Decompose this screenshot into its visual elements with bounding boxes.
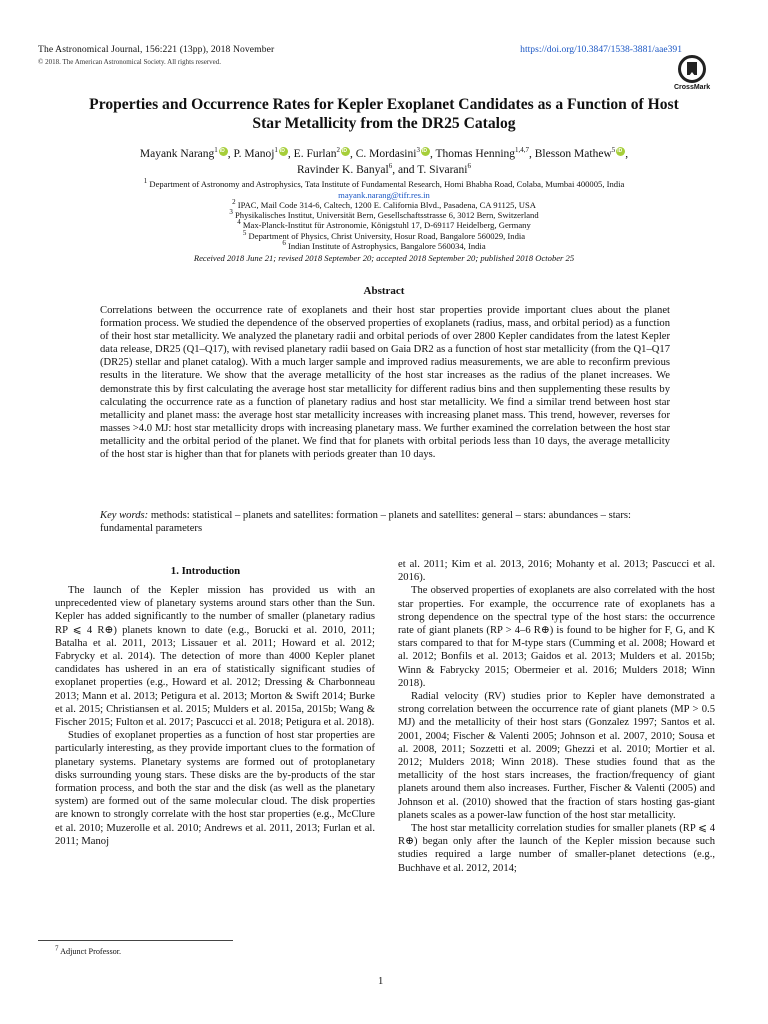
- paragraph: The host star metallicity correlation studies for smaller planets (RP ⩽ 4 R⊕) began only after the launch of the Kepler mission because such studies required a large number of smaller-planet detections (e.g., Buchhave et al. 2012, 2014;: [398, 823, 715, 874]
- affiliation-3: $^3$ Physikalisches Institut, Universität Bern, Gesellschaftsstrasse 6, 3012 Bern, Switzerland: [229, 208, 539, 220]
- footnote-divider: [38, 940, 233, 941]
- doi-link[interactable]: https://doi.org/10.3847/1538-3881/aae391: [520, 44, 682, 55]
- author-name[interactable]: and T. Sivarani: [397, 164, 468, 176]
- author-name[interactable]: C. Mordasini: [355, 148, 417, 160]
- author-name[interactable]: Mayank Narang: [139, 148, 215, 160]
- left-column: [55, 584, 375, 848]
- author-list: [38, 146, 730, 178]
- orcid-icon[interactable]: [341, 147, 350, 156]
- keywords: [100, 509, 670, 535]
- affiliation-5: $^5$ Department of Physics, Christ University, Hosur Road, Bangalore 560029, India: [242, 229, 526, 241]
- email-link[interactable]: mayank.narang@tifr.res.in: [338, 190, 430, 200]
- author-name[interactable]: Ravinder K. Banyal: [297, 164, 389, 176]
- affiliation-4: $^4$ Max-Planck-Institut für Astronomie, Königstuhl 17, D-69117 Heidelberg, Germany: [237, 218, 531, 230]
- section-heading: 1. Introduction: [170, 565, 241, 577]
- author-line-2: Ravinder K. Banyal$^6$, and T. Sivarani$^6$: [297, 162, 471, 176]
- footnote: $^7$ Adjunct Professor.: [55, 944, 122, 956]
- orcid-icon[interactable]: [279, 147, 288, 156]
- paragraph: Studies of exoplanet properties as a function of host star properties are particularly interesting, as they provide important clues to the formation of planetary systems. Planetary systems are formed out of protoplanetary disks surrounding young stars. These disks are the by-products of the star formation process, and both the star and the disk (as well as the planetary system) are formed out of the same molecular cloud. The disk properties are known to strongly correlate with the host star properties (e.g., McClure et al. 2010; Muzerolle et al. 2010; Andrews et al. 2011, 2013; Furlan et al. 2011; Manoj: [55, 730, 375, 847]
- affiliation-1: $^1$ Department of Astronomy and Astrophysics, Tata Institute of Fundamental Research, Homi Bhabha Road, Colaba, Mumbai 400005, India: [143, 177, 625, 189]
- paper-title: [38, 95, 730, 133]
- affiliation-6: $^6$ Indian Institute of Astrophysics, Bangalore 560034, India: [282, 239, 486, 251]
- bookmark-icon: [687, 62, 697, 75]
- affiliation-2: $^2$ IPAC, Mail Code 314-6, Caltech, 1200 E. California Blvd., Pasadena, CA 91125, USA: [232, 198, 536, 210]
- paragraph: The launch of the Kepler mission has provided us with an unprecedented view of planetary systems around stars other than the Sun. Kepler has added significantly to the number of smaller (planetary radius RP ⩽ 4 R⊕) planets known to date (e.g., Borucki et al. 2010, 2011; Batalha et al. 2011, 2013; Lissauer et al. 2011; Howard et al. 2012; Fabrycky et al. 2014). The detection of more than 4000 Kepler planet candidates has ushered in an era of statistically significant studies of exoplanet properties (e.g., Howard et al. 2012; Dressing & Charbonneau 2013; Mann et al. 2013; Petigura et al. 2013; Morton & Swift 2014; Burke et al. 2015; Christiansen et al. 2015; Mulders et al. 2015a, 2015b; Wang & Fischer 2015; Fulton et al. 2017; Pascucci et al. 2018; Petigura et al. 2018).: [55, 585, 375, 729]
- orcid-icon[interactable]: [219, 147, 228, 156]
- title-line-2: Star Metallicity from the DR25 Catalog: [252, 115, 516, 132]
- journal-citation: The Astronomical Journal, 156:221 (13pp), 2018 November: [38, 44, 275, 55]
- paragraph: et al. 2011; Kim et al. 2013, 2016; Mohanty et al. 2013; Pascucci et al. 2016).: [398, 559, 715, 584]
- author-name[interactable]: Thomas Henning: [435, 148, 516, 160]
- page-number: 1: [378, 976, 384, 987]
- crossmark-label: CrossMark: [674, 84, 711, 91]
- keywords-text: methods: statistical – planets and satellites: formation – planets and satellites: general – stars: abundances – stars: fundamental parameters: [100, 510, 631, 535]
- author-name[interactable]: E. Furlan: [293, 148, 337, 160]
- abstract-text: Correlations between the occurrence rate of exoplanets and their host star properties provide important clues about the planet formation process. We studied the dependence of the observed properties of exoplanets (radius, mass, and orbital period) as a function of their host star metallicity. We analyzed the planetary radii and orbital periods of over 2800 Kepler candidates from the latest Kepler data release, DR25 (Q1–Q17), with revised planetary radii based on Gaia DR2 as a function of host star metallicity (from the Q1–Q17 (DR25) stellar and planet catalog). With a much larger sample and improved radius measurements, we are able to reconfirm previous results in the literature. We show that the average metallicity of the host star increases as the radius of the planet increases. We demonstrate this by first calculating the average host star metallicity for different radius bins and then supplementing these results by calculating the occurrence rate as a function of planetary radius and host star metallicity. We find a similar trend between host star metallicity and planet mass: the average host star metallicity increases with increasing planet mass. This trend, however, reverses for masses >4.0 MJ: host star metallicity drops with increasing planetary mass. We further examined the correlation between the host star metallicity and the orbital period of the planet. We find that for planets with orbital periods less than 10 days, the average metallicity of the host star is higher than that for planets with periods greater than 10 days.: [100, 305, 670, 461]
- right-column: [398, 558, 715, 875]
- author-name[interactable]: P. Manoj: [233, 148, 275, 160]
- orcid-icon[interactable]: [421, 147, 430, 156]
- paragraph: Radial velocity (RV) studies prior to Kepler have demonstrated a strong correlation between the occurrence rate of giant planets (MP > 0.5 MJ) and the metallicity of their host stars (Gonzalez 1997; Santos et al. 2001, 2004; Fischer & Valenti 2005; Johnson et al. 2007, 2010; Sousa et al. 2008, 2011; Sozzetti et al. 2009; Ghezzi et al. 2010; Mortier et al. 2012; Mulders 2018; Winn 2018). These studies found that as the metallicity of the host stars increases, the fraction/frequency of giant planets around them also increases. Further, Fischer & Valenti (2005) and Johnson et al. (2010) showed that the fraction of stars hosting gas-giant planets scales as a power-law function of the host star metallicity.: [398, 691, 715, 821]
- crossmark-badge[interactable]: [676, 55, 710, 97]
- keywords-label: Key words:: [100, 510, 149, 521]
- paragraph: The observed properties of exoplanets are also correlated with the host star properties. For example, the occurrence rate of exoplanets has a strong dependence on the spectral type of the host stars: the occurrence rate of giant planets (RP > 4–6 R⊕) is found to be higher for F, G, and K stars compared to that for M-type stars (Cumming et al. 2008; Howard et al. 2012; Bonfils et al. 2013; Gaidos et al. 2013; Mulders et al. 2015b; Winn & Fabrycky 2015; Obermeier et al. 2016; Mulders 2018; Winn 2018).: [398, 585, 715, 689]
- author-line-1: Mayank Narang$^1$iD , P. Manoj$^1$iD , E. Furlan$^2$iD , C. Mordasini$^3$iD , Thomas Henning$^{1,4,7}$, Blesson Mathew$^5$iD ,: [38, 146, 730, 162]
- orcid-icon[interactable]: [616, 147, 625, 156]
- received-dates: Received 2018 June 21; revised 2018 September 20; accepted 2018 September 20; published 2018 October 25: [193, 253, 575, 263]
- abstract-heading: Abstract: [363, 285, 405, 297]
- copyright-notice: © 2018. The American Astronomical Society. All rights reserved.: [38, 58, 222, 66]
- title-line-1: Properties and Occurrence Rates for Kepler Exoplanet Candidates as a Function of Host: [89, 96, 679, 113]
- author-name[interactable]: Blesson Mathew: [534, 148, 612, 160]
